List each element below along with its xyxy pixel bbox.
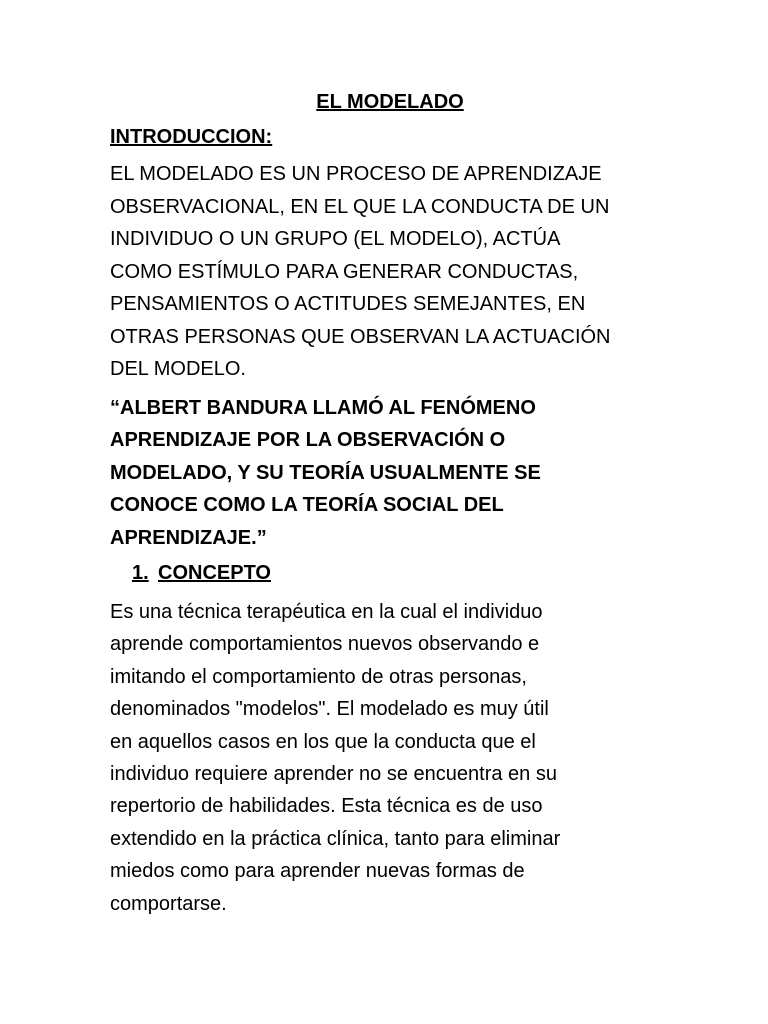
section-concepto-heading — [132, 558, 670, 588]
intro-heading: INTRODUCCION: — [110, 126, 273, 148]
intro-paragraph: EL MODELADO ES UN PROCESO DE APRENDIZAJE OBSERVACIONAL, EN EL QUE LA CONDUCTA DE UN INDIVIDUO O UN GRUPO (EL MODELO), ACTÚA COMO ESTÍMULO PARA GENERAR CONDUCTAS, PENSAMIENTOS O ACTITUDES SEMEJANTES, EN OTRAS PERSONAS QUE OBSERVAN LA ACTUACIÓN DEL MODELO. — [110, 163, 611, 380]
document-title: EL MODELADO — [316, 91, 464, 113]
document-page — [110, 86, 670, 920]
bandura-quote: “ALBERT BANDURA LLAMÓ AL FENÓMENO APRENDIZAJE POR LA OBSERVACIÓN O MODELADO, Y SU TEORÍA USUALMENTE SE CONOCE COMO LA TEORÍA SOCIAL DEL APRENDIZAJE.” — [110, 396, 541, 549]
concepto-paragraph: Es una técnica terapéutica en la cual el individuo aprende comportamientos nuevos observando e imitando el comportamiento de otras personas, denominados "modelos". El modelado es muy útil en aquellos casos en los que la conducta que el individuo requiere aprender no se encuentra en su repertorio de habilidades. Esta técnica es de uso extendido en la práctica clínica, tanto para eliminar miedos como para aprender nuevas formas de comportarse. — [110, 601, 561, 915]
section-label: CONCEPTO — [158, 562, 271, 584]
section-number: 1. — [132, 562, 149, 584]
